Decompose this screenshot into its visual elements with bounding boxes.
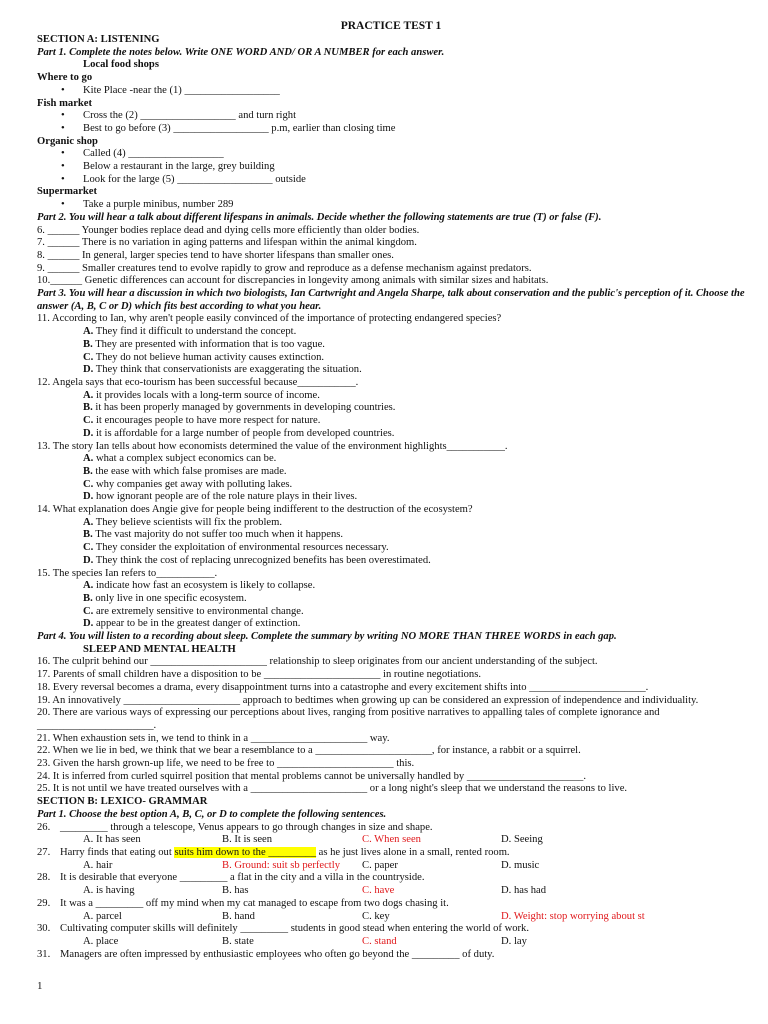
gap-19: 19. An innovatively ______________________ approach to bedtimes when growing up can be considered an expression of independence and individuality. [37,694,699,706]
option-c: C. paper [362,859,398,871]
option-a: A. parcel [83,910,122,922]
question-15: 15. The species Ian refers to___________. [37,567,218,579]
option: C. They do not believe human activity causes extinction. [83,351,325,363]
gap-25: 25. It is not until we have treated ourselves with a ______________________ or a long night's sleep that we understand the reasons to live. [37,783,628,795]
part1-instruction: Part 1. Complete the notes below. Write ONE WORD AND/ OR A NUMBER for each answer. [37,46,445,58]
heading-supermarket: Supermarket [37,186,98,198]
bullet-item: • Below a restaurant in the large, grey building [37,161,745,174]
option-b: B. state [222,935,254,947]
gap-21: 21. When exhaustion sets in, we tend to think in a ______________________ way. [37,732,390,744]
statement-9: 9. ______ Smaller creatures tend to evolve rapidly to grow and reproduce as a defense mechanism against predators. [37,262,532,274]
part4-subheading: SLEEP AND MENTAL HEALTH [83,643,236,655]
option-c: C. stand [362,935,397,947]
bullet-item: • Kite Place -near the (1) __________________ [37,85,745,98]
bullet-item: • Cross the (2) __________________ and turn right [37,110,745,123]
bullet-item: • Called (4) __________________ [37,148,745,161]
question-13: 13. The story Ian tells about how economists determined the value of the environment highlights___________. [37,440,508,452]
option-a: A. hair [83,859,113,871]
option-b: B. Ground: suit sb perfectly [222,859,340,871]
part2-instruction: Part 2. You will hear a talk about different lifespans in animals. Decide whether the following statements are true (T) or false (F). [37,211,602,223]
question-14: 14. What explanation does Angie give for people being indifferent to the destruction of the ecosystem? [37,504,473,516]
option: D. They think the cost of replacing unrecognized benefits has been overestimated. [83,554,431,566]
option: C. why companies get away with polluting lakes. [83,478,293,490]
option-d: D. has had [501,885,547,897]
section-b-heading: SECTION B: LEXICO- GRAMMAR [37,796,208,808]
option-a: A. is having [83,885,135,897]
option: A. it provides locals with a long-term source of income. [83,389,320,401]
bullet-item: • Best to go before (3) __________________ p.m, earlier than closing time [37,123,745,136]
question-30: 30. Cultivating computer skills will definitely _________ students in good stead when entering the world of work. [37,923,530,935]
question-12: 12. Angela says that eco-tourism has been successful because___________. [37,376,359,388]
bullet-item: • Take a purple minibus, number 289 [37,199,745,212]
page-number: 1 [37,980,43,992]
option-d: D. music [501,859,540,871]
option: B. the ease with which false promises are made. [83,465,287,477]
heading-organic: Organic shop [37,135,98,147]
page-title: PRACTICE TEST 1 [340,20,442,32]
section-b-part1-instruction: Part 1. Choose the best option A, B, C, or D to complete the following sentences. [37,808,387,820]
question-28: 28. It is desirable that everyone _________ a flat in the city and a villa in the countryside. [37,872,425,884]
question-26: 26. _________ through a telescope, Venus appears to go through changes in size and shape. [37,821,433,833]
section-a-heading: SECTION A: LISTENING [37,34,160,45]
option-a: A. It has seen [83,834,141,846]
option: B. it has been properly managed by governments in developing countries. [83,402,396,414]
option-b: B. hand [222,910,255,922]
option: A. They find it difficult to understand the concept. [83,326,297,338]
gap-22: 22. When we lie in bed, we think that we bear a resemblance to a ______________________, for instance, a rabbit or a squirrel. [37,745,581,757]
option-c: C. key [362,910,390,922]
option: D. it is affordable for a large number of people from developed countries. [83,427,395,439]
option: B. only live in one specific ecosystem. [83,592,247,604]
part1-subheading: Local food shops [83,59,159,71]
option: A. They believe scientists will fix the problem. [83,516,283,528]
statement-7: 7. ______ There is no variation in aging patterns and lifespan within the animal kingdom. [37,237,417,249]
option: D. They think that conservationists are exaggerating the situation. [83,364,362,376]
option-d: D. Weight: stop worrying about st [501,910,645,922]
bullet-item: • Look for the large (5) __________________ outside [37,174,745,187]
options-28 [37,885,745,898]
option: C. They consider the exploitation of environmental resources necessary. [83,542,389,554]
part4-instruction: Part 4. You will listen to a recording about sleep. Complete the summary by writing NO MORE THAN THREE WORDS in each gap. [37,631,617,643]
option: A. indicate how fast an ecosystem is likely to collapse. [83,580,316,592]
options-27 [37,860,745,873]
option-b: B. has [222,885,249,897]
option: C. are extremely sensitive to environmental change. [83,605,304,617]
gap-24: 24. It is inferred from curled squirrel position that mental problems cannot be universally handled by ______________________. [37,770,586,782]
part3-instruction: Part 3. You will hear a discussion in which two biologists, Ian Cartwright and Angela Sharpe, talk about conservation and the public's perception of it. Choose the answer (A, B, C or D) which fits best according to what you hear. [37,288,745,312]
statement-8: 8. ______ In general, larger species tend to have shorter lifespans than smaller ones. [37,249,394,261]
options-29 [37,911,745,924]
option: B. They are presented with information that is too vague. [83,338,325,350]
option: A. what a complex subject economics can be. [83,453,277,465]
option: C. it encourages people to have more respect for nature. [83,415,321,427]
option: D. appear to be in the greatest danger of extinction. [83,618,301,630]
option-d: D. Seeing [501,834,543,846]
option-d: D. lay [501,935,527,947]
option-c: C. have [362,885,395,897]
option-c: C. When seen [362,834,421,846]
gap-18: 18. Every reversal becomes a drama, every disappointment turns into a catastrophe and every excitement shifts into ______________________. [37,681,649,693]
question-27: 27. Harry finds that eating out suits him down to the _________ as he just lives alone in a small, rented room. [37,847,510,858]
option: B. The vast majority do not suffer too much when it happens. [83,529,344,541]
gap-17: 17. Parents of small children have a disposition to be ______________________ in routine negotiations. [37,669,481,681]
gap-23: 23. Given the harsh grown-up life, we need to be free to ______________________ this. [37,758,415,770]
gap-16: 16. The culprit behind our ______________________ relationship to sleep originates from our ancient understanding of the subject. [37,656,598,668]
statement-10: 10.______ Genetic differences can account for discrepancies in longevity among animals with similar sizes and habitats. [37,275,549,287]
option-b: B. It is seen [222,834,273,846]
statement-6: 6. ______ Younger bodies replace dead and dying cells more efficiently than older bodies. [37,224,420,236]
heading-where: Where to go [37,72,93,84]
heading-fish: Fish market [37,97,93,109]
options-30 [37,936,745,949]
question-11: 11. According to Ian, why aren't people easily convinced of the importance of protecting endangered species? [37,313,502,325]
option: D. how ignorant people are of the role nature plays in their lives. [83,491,358,503]
options-26 [37,834,745,847]
option-a: A. place [83,935,119,947]
document-page [37,20,745,961]
gap-20: 20. There are various ways of expressing our perceptions about lives, ranging from positive narratives to appalling tales of complete ignorance and ______________________. [37,707,660,731]
question-29: 29. It was a _________ off my mind when my cat managed to escape from two dogs chasing it. [37,897,449,909]
question-31: 31. Managers are often impressed by enthusiastic employees who often go beyond the _________ of duty. [37,948,495,960]
highlighted-phrase: suits him down to the _________ [174,847,316,858]
